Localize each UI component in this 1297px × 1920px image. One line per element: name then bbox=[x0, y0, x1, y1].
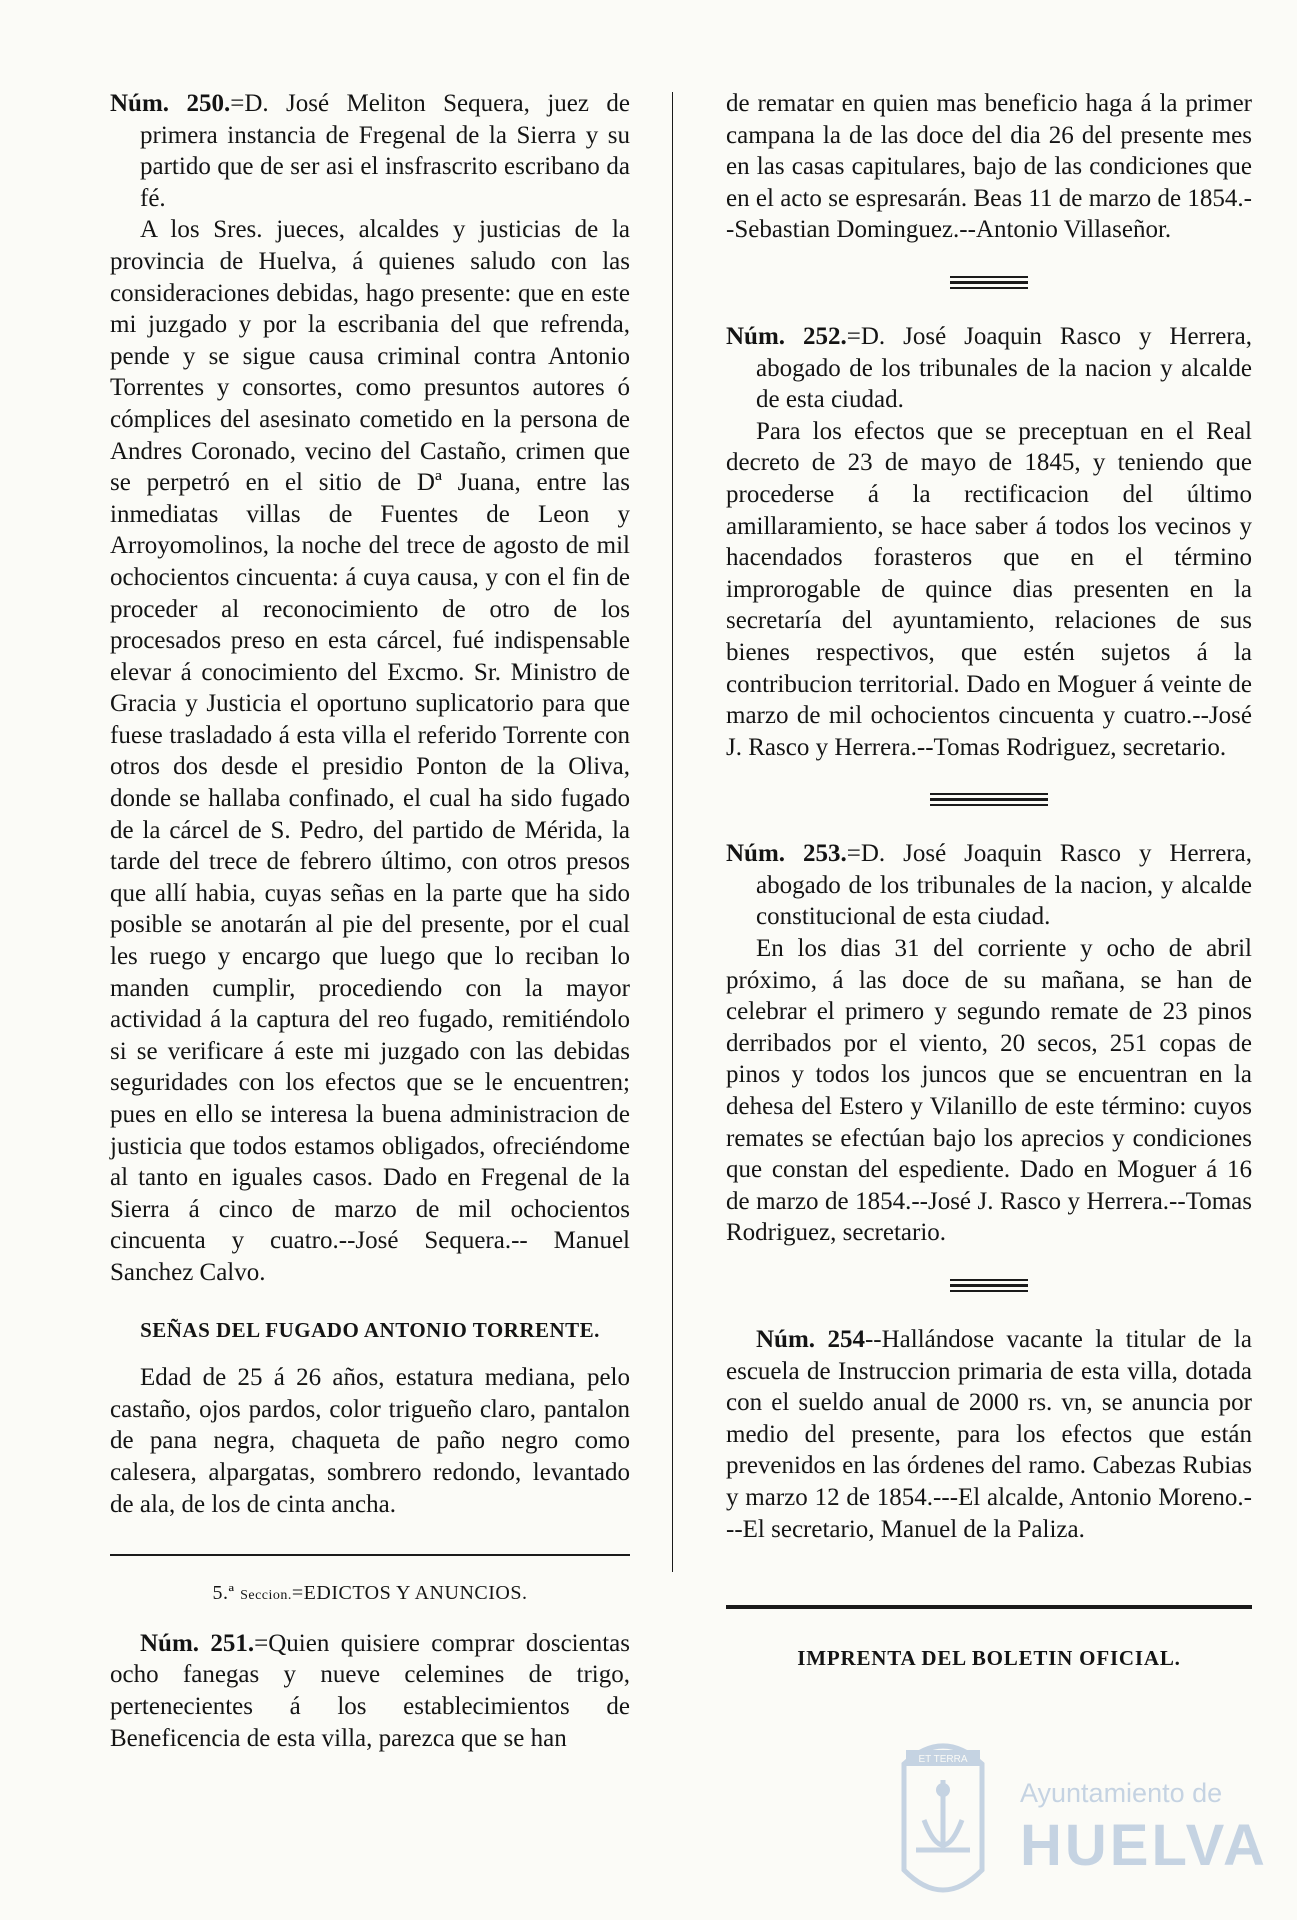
left-column bbox=[110, 88, 630, 1754]
section-word: Seccion. bbox=[240, 1588, 292, 1604]
notice-254-number: Núm. 254 bbox=[756, 1326, 865, 1353]
notice-251-continuation: de rematar en quien mas beneficio haga á la primer campana la de las doce del dia 26 del presente mes en las casas capitulares, bajo de las condiciones que en el acto se espresarán. Beas 11 de marzo de 1854.--Sebastian Dominguez.--Antonio Villaseñor. bbox=[726, 90, 1252, 244]
notice-250-heading bbox=[110, 88, 630, 214]
notice-252 bbox=[726, 321, 1252, 763]
notice-251-start bbox=[110, 1628, 630, 1754]
notice-252-issuer: =D. José Joaquin Rasco y Herrera, abogado de los tribunales de la nacion y alcalde de esta ciudad. bbox=[756, 322, 1252, 414]
notice-254 bbox=[726, 1324, 1252, 1545]
notice-253-issuer: =D. José Joaquin Rasco y Herrera, abogado de los tribunales de la nacion, y alcalde constitucional de esta ciudad. bbox=[756, 840, 1252, 931]
notice-250-body: A los Sres. jueces, alcaldes y justicias de la provincia de Huelva, á quienes saludo con las consideraciones debidas, hago presente: que en este mi juzgado y por la escribania del que refrenda, pende y se sigue causa criminal contra Antonio Torrentes y consortes, como presuntos autores ó cómplices del asesinato cometido en la persona de Andres Coronado, vecino del Castaño, crimen que se perpetró en el sitio de Dª Juana, entre las inmediatas villas de Fuentes de Leon y Arroyomolinos, la noche del trece de agosto de mil ochocientos cincuenta: á cuya causa, y con el fin de proceder al reconocimiento de otro de los procesados preso en esta cárcel, fué indispensable elevar á conocimiento del Excmo. Sr. Ministro de Gracia y Justicia el oportuno suplicatorio para que fuese trasladado á esta villa el referido Torrente con otros dos desde el presidio Ponton de la Oliva, donde se hallaba confinado, el cual ha sido fugado de la cárcel de S. Pedro, del partido de Mérida, la tarde del trece de febrero último, con otros presos que allí habia, cuyas señas en la parte que ha sido posible se anotarán al pie del presente, por el cual les ruego y encargo que luego que lo reciban lo manden cumplir, procediendo con la mayor actividad á la captura del reo fugado, remitiéndolo si se verificare á este mi juzgado con las debidas seguridades con los efectos que se le encuentren; pues en ello se interesa la buena administracion de justicia que todos estamos obligados, ofreciéndome al tanto en iguales casos. Dado en Fregenal de la Sierra á cinco de marzo de mil ochocientos cincuenta y cuatro.--José Sequera.-- Manuel Sanchez Calvo. bbox=[110, 216, 630, 1286]
section-rule bbox=[110, 1554, 630, 1556]
notice-252-body: Para los efectos que se preceptuan en el Real decreto de 23 de mayo de 1845, y teniendo que procederse á la rectificacion del último amillaramiento, se hace saber á todos los vecinos y hacendados forasteros que en el término improrogable de quince dias presenten en la secretaría del ayuntamiento, relaciones de sus bienes respectivos, que estén sujetos á la contribucion territorial. Dado en Moguer á veinte de marzo de mil ochocientos cincuenta y cuatro.--José J. Rasco y Herrera.--Tomas Rodriguez, secretario. bbox=[726, 417, 1252, 761]
column-divider bbox=[672, 92, 673, 1572]
notice-253-number: Núm. 253. bbox=[726, 840, 847, 868]
section-number: 5.ª bbox=[212, 1582, 235, 1605]
notice-251-text: =Quien quisiere comprar doscientas ocho fanegas y nueve celemines de trigo, pertenecientes á los establecimientos de Beneficencia de esta villa, parezca que se han bbox=[110, 1629, 630, 1752]
notice-250-issuer: =D. José Meliton Sequera, juez de primera instancia de Fregenal de la Sierra y su partido que de ser asi el insfrascrito escribano da fé. bbox=[140, 90, 630, 212]
notice-254-text: --Hallándose vacante la titular de la escuela de Instruccion primaria de esta villa, dotada con el sueldo anual de 2000 rs. vn, se anuncia por medio del presente, para los efectos que están prevenidos en las órdenes del ramo. Cabezas Rubias y marzo 12 de 1854.---El alcalde, Antonio Moreno.---El secretario, Manuel de la Paliza. bbox=[726, 1326, 1252, 1543]
notice-250-number: Núm. 250. bbox=[110, 90, 231, 117]
notice-253-heading bbox=[726, 838, 1252, 933]
watermark bbox=[888, 1720, 1268, 1910]
footer-rule bbox=[726, 1605, 1252, 1609]
notice-253 bbox=[726, 838, 1252, 1249]
ornament-divider bbox=[950, 1279, 1028, 1292]
ornament-divider bbox=[930, 793, 1048, 806]
fugitive-description-body: Edad de 25 á 26 años, estatura mediana, pelo castaño, ojos pardos, color trigueño claro, pantalon de pana negra, chaqueta de paño negro como calesera, alpargatas, sombrero redondo, levantado de ala, de los de cinta ancha. bbox=[110, 1364, 630, 1518]
watermark-subtitle: Ayuntamiento de bbox=[1020, 1778, 1223, 1808]
fugitive-description-heading: SEÑAS DEL FUGADO ANTONIO TORRENTE. bbox=[140, 1317, 600, 1342]
coat-of-arms-icon bbox=[888, 1720, 998, 1910]
notice-253-body: En los dias 31 del corriente y ocho de abril próximo, á las doce de su mañana, se han de celebrar el primero y segundo remate de 23 pinos derribados por el viento, 20 secos, 251 copas de pinos y todos los juncos que se encuentran en la dehesa del Estero y Vilanillo de este término: cuyos remates se efectúan bajo los aprecios y condiciones que constan del espediente. Dado en Moguer á 16 de marzo de 1854.--José J. Rasco y Herrera.--Tomas Rodriguez, secretario. bbox=[726, 935, 1252, 1247]
right-column bbox=[726, 88, 1252, 1675]
notice-250 bbox=[110, 88, 630, 1289]
watermark-title: HUELVA bbox=[1020, 1813, 1268, 1878]
printer-imprint: IMPRENTA DEL BOLETIN OFICIAL. bbox=[797, 1646, 1181, 1671]
notice-252-number: Núm. 252. bbox=[726, 322, 847, 350]
section-title: =EDICTOS Y ANUNCIOS. bbox=[291, 1582, 528, 1605]
shield-motto: ET TERRA bbox=[918, 1754, 968, 1765]
notice-251-number: Núm. 251. bbox=[140, 1629, 255, 1657]
ornament-divider bbox=[950, 276, 1028, 289]
section-heading bbox=[110, 1578, 630, 1612]
notice-252-heading bbox=[726, 321, 1252, 416]
